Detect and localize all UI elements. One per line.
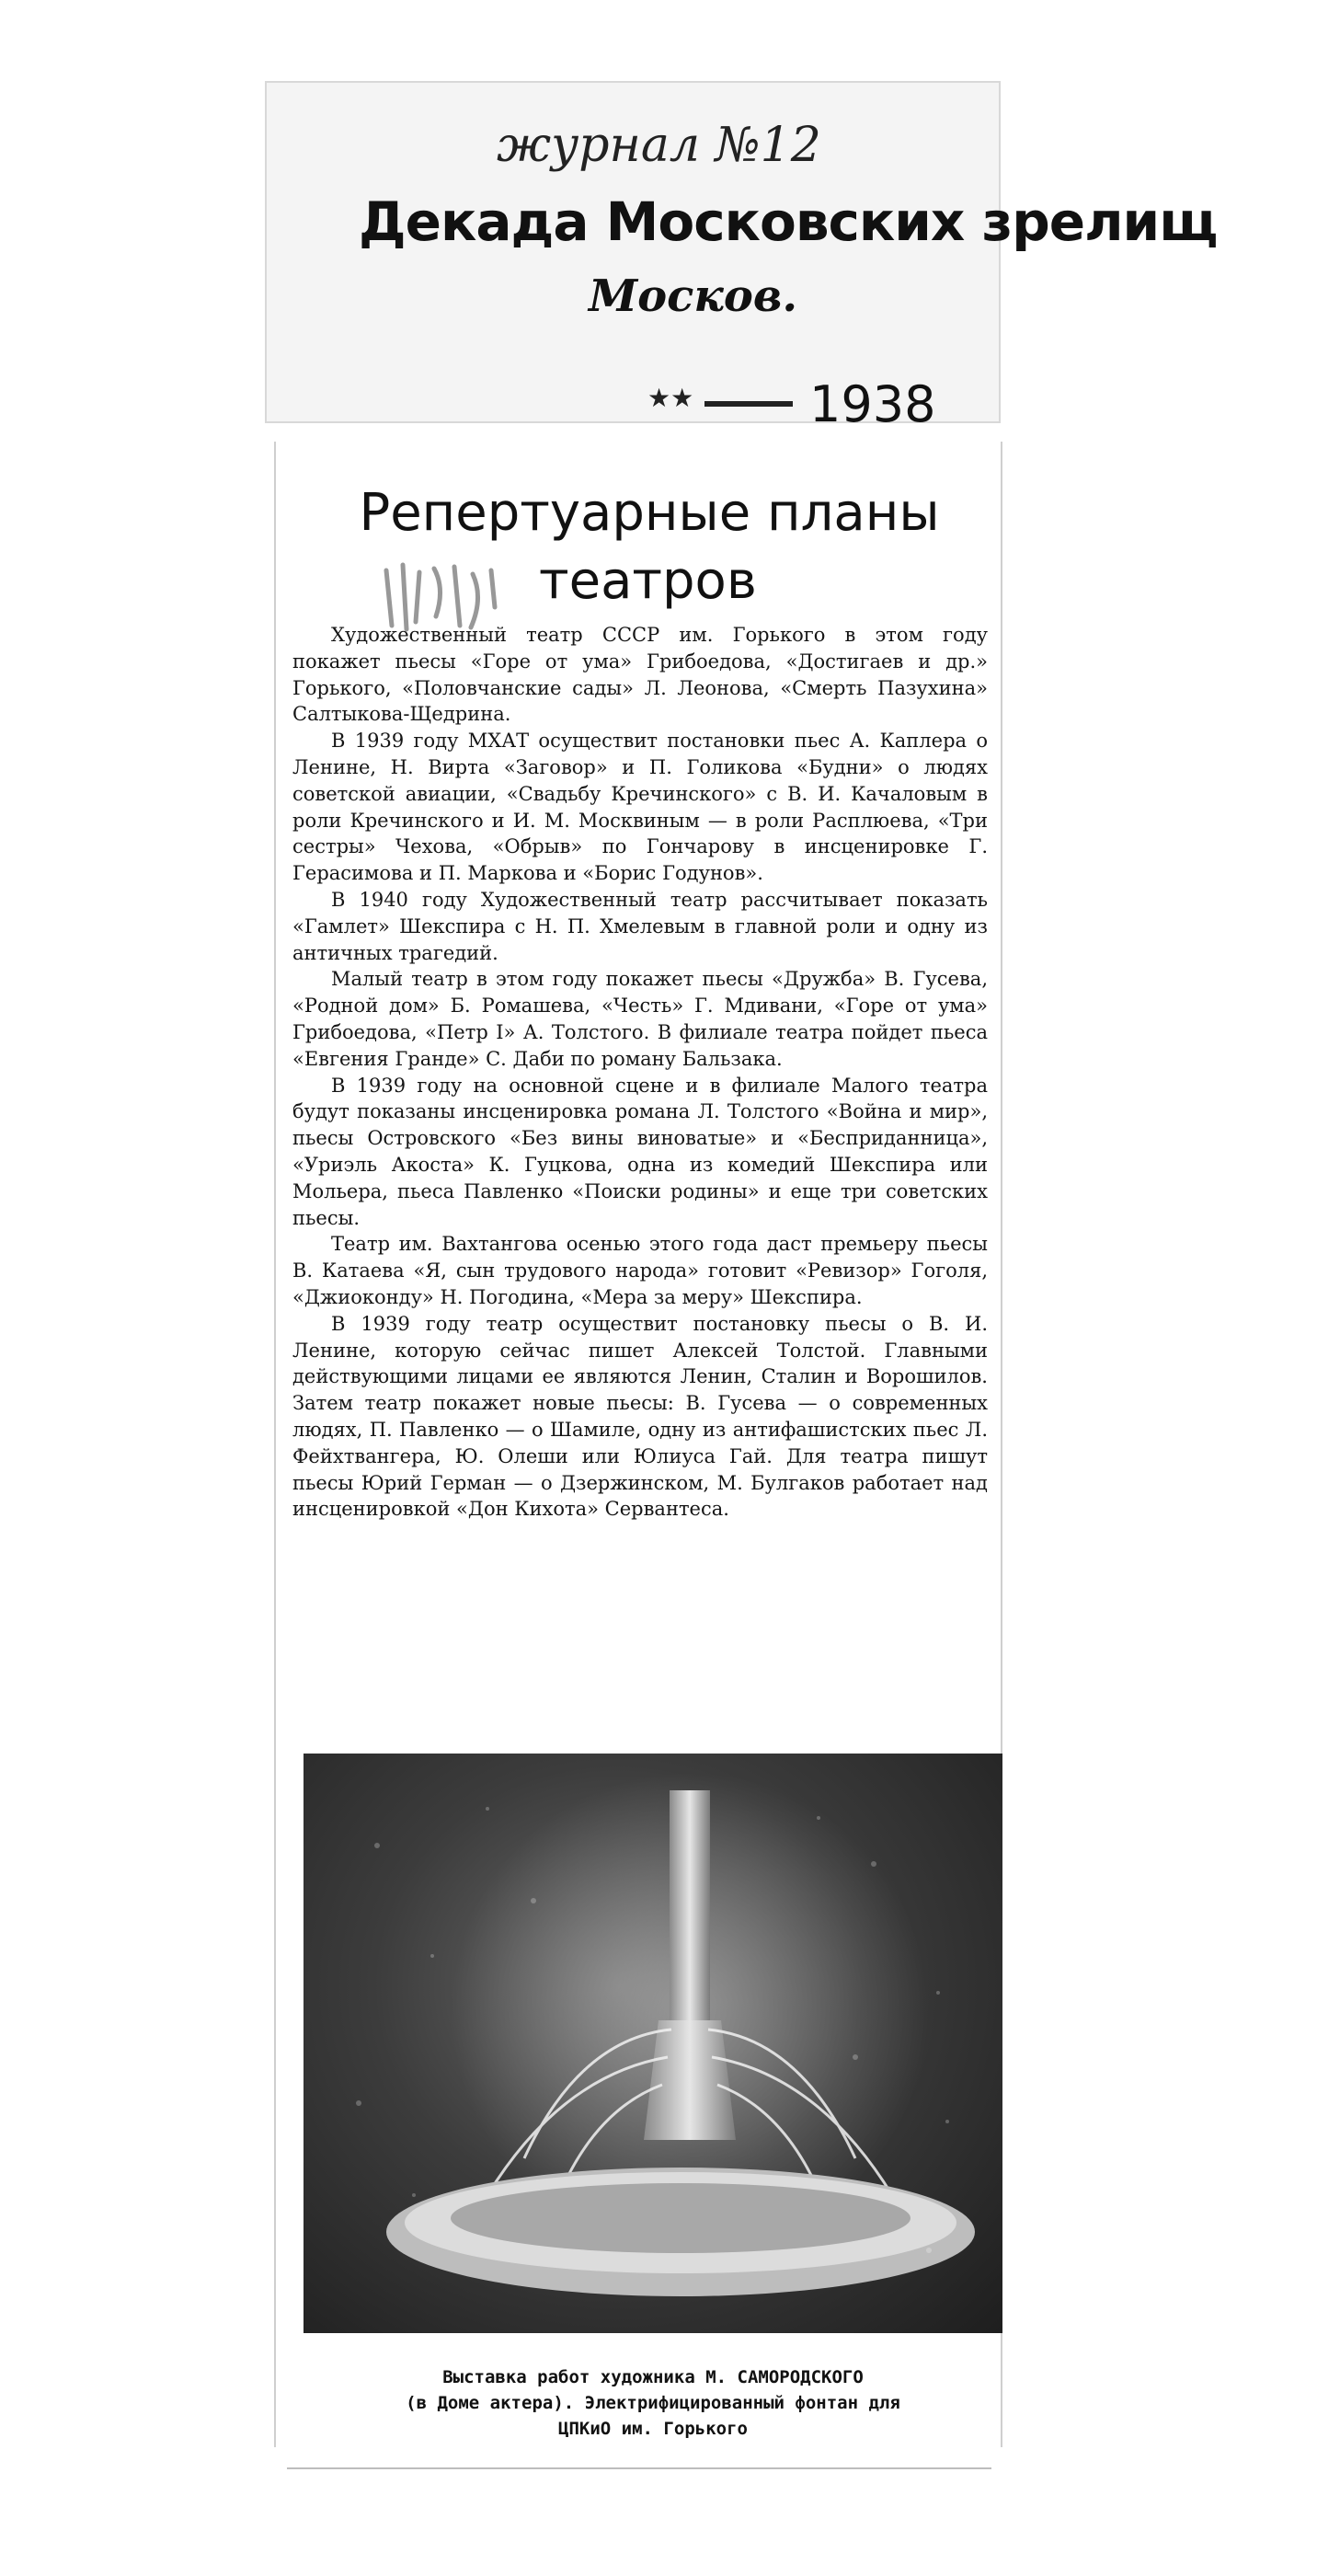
- paragraph: Художественный театр СССР им. Горького в этом году покажет пьесы «Горе от ума» Грибоедова, «Достигаев и др.» Горького, «Половчанские сады» Л. Леонова, «Смерть Пазухина» Салтыкова-Щедрина.: [292, 624, 988, 726]
- caption-line: Выставка работ художника М. САМОРОДСКОГО: [442, 2367, 864, 2387]
- masthead-slip: [265, 81, 1218, 433]
- fountain-photo: [304, 1754, 1002, 2333]
- paragraph: В 1939 году на основной сцене и в филиале Малого театра будут показаны инсценировка романа Л. Толстого «Война и мир», пьесы Островского «Без вины виноватые» и «Бесприданница», «Уриэль Акоста» К. Гуцкова, одна из комедий Шекспира или Мольера, пьеса Павленко «Поиски родины» и еще три советских пьесы.: [292, 1074, 988, 1229]
- star-icon: ★★: [647, 383, 694, 413]
- caption-line: (в Доме актера). Электрифицированный фонтан для: [406, 2393, 900, 2413]
- fountain-sculpture-icon: [304, 1754, 1002, 2333]
- paragraph: Малый театр в этом году покажет пьесы «Дружба» В. Гусева, «Родной дом» Б. Ромашева, «Честь» Г. Мдивани, «Горе от ума» Грибоедова, «Петр I» А. Толстого. В филиале театра пойдет пьеса «Евгения Гранде» С. Даби по роману Бальзака.: [292, 968, 988, 1070]
- handwritten-note: журнал №12: [497, 118, 821, 173]
- paragraph: В 1939 году МХАТ осуществит постановки пьес А. Каплера о Ленине, Н. Вирта «Заговор» и П. Голикова «Будни» о людях советской авиации, «Свадьбу Кречинского» с В. И. Качаловым в роли Кречинского и И. М. Москвиным — в роли Расплюева, «Три сестры» Чехова, «Обрыв» по Гончарову в инсценировке Г. Герасимова и П. Маркова и «Борис Годунов».: [292, 730, 988, 885]
- article-title-line1: Репертуарные планы: [359, 483, 940, 543]
- date-rule: [704, 401, 793, 407]
- bottom-divider: [287, 2467, 991, 2469]
- paragraph: В 1939 году театр осуществит постановку пьесы о В. И. Ленине, которую сейчас пишет Алексей Толстой. Главными действующими лицами ее являются Ленин, Сталин и Ворошилов. Затем театр покажет новые пьесы: В. Гусева — о современных людях, П. Павленко — о Шамиле, одну из антифашистских пьес Л. Фейхтвангера, Ю. Олеши или Юлиуса Гай. Для театра пишут пьесы Юрий Герман — о Дзержинском, М. Булгаков работает над инсценировкой «Дон Кихота» Сервантеса.: [292, 1312, 988, 1521]
- city-note: Москов.: [589, 270, 798, 322]
- caption-line: ЦПКиО им. Горького: [558, 2419, 748, 2439]
- magazine-title: Декада Московских зрелищ: [359, 190, 1218, 253]
- paragraph: Театр им. Вахтангова осенью этого года даст премьеру пьесы В. Катаева «Я, сын трудового народа» готовит «Ревизор» Гоголя, «Джиоконду» Н. Погодина, «Мера за меру» Шекспира.: [292, 1233, 988, 1308]
- article-title-line2: театров: [539, 551, 757, 611]
- article-body: [292, 622, 988, 1698]
- photo-caption: [313, 2364, 993, 2447]
- issue-year: 1938: [809, 375, 936, 433]
- paragraph: В 1940 году Художественный театр рассчитывает показать «Гамлет» Шекспира с Н. П. Хмелевым в главной роли и одну из античных трагедий.: [292, 888, 988, 964]
